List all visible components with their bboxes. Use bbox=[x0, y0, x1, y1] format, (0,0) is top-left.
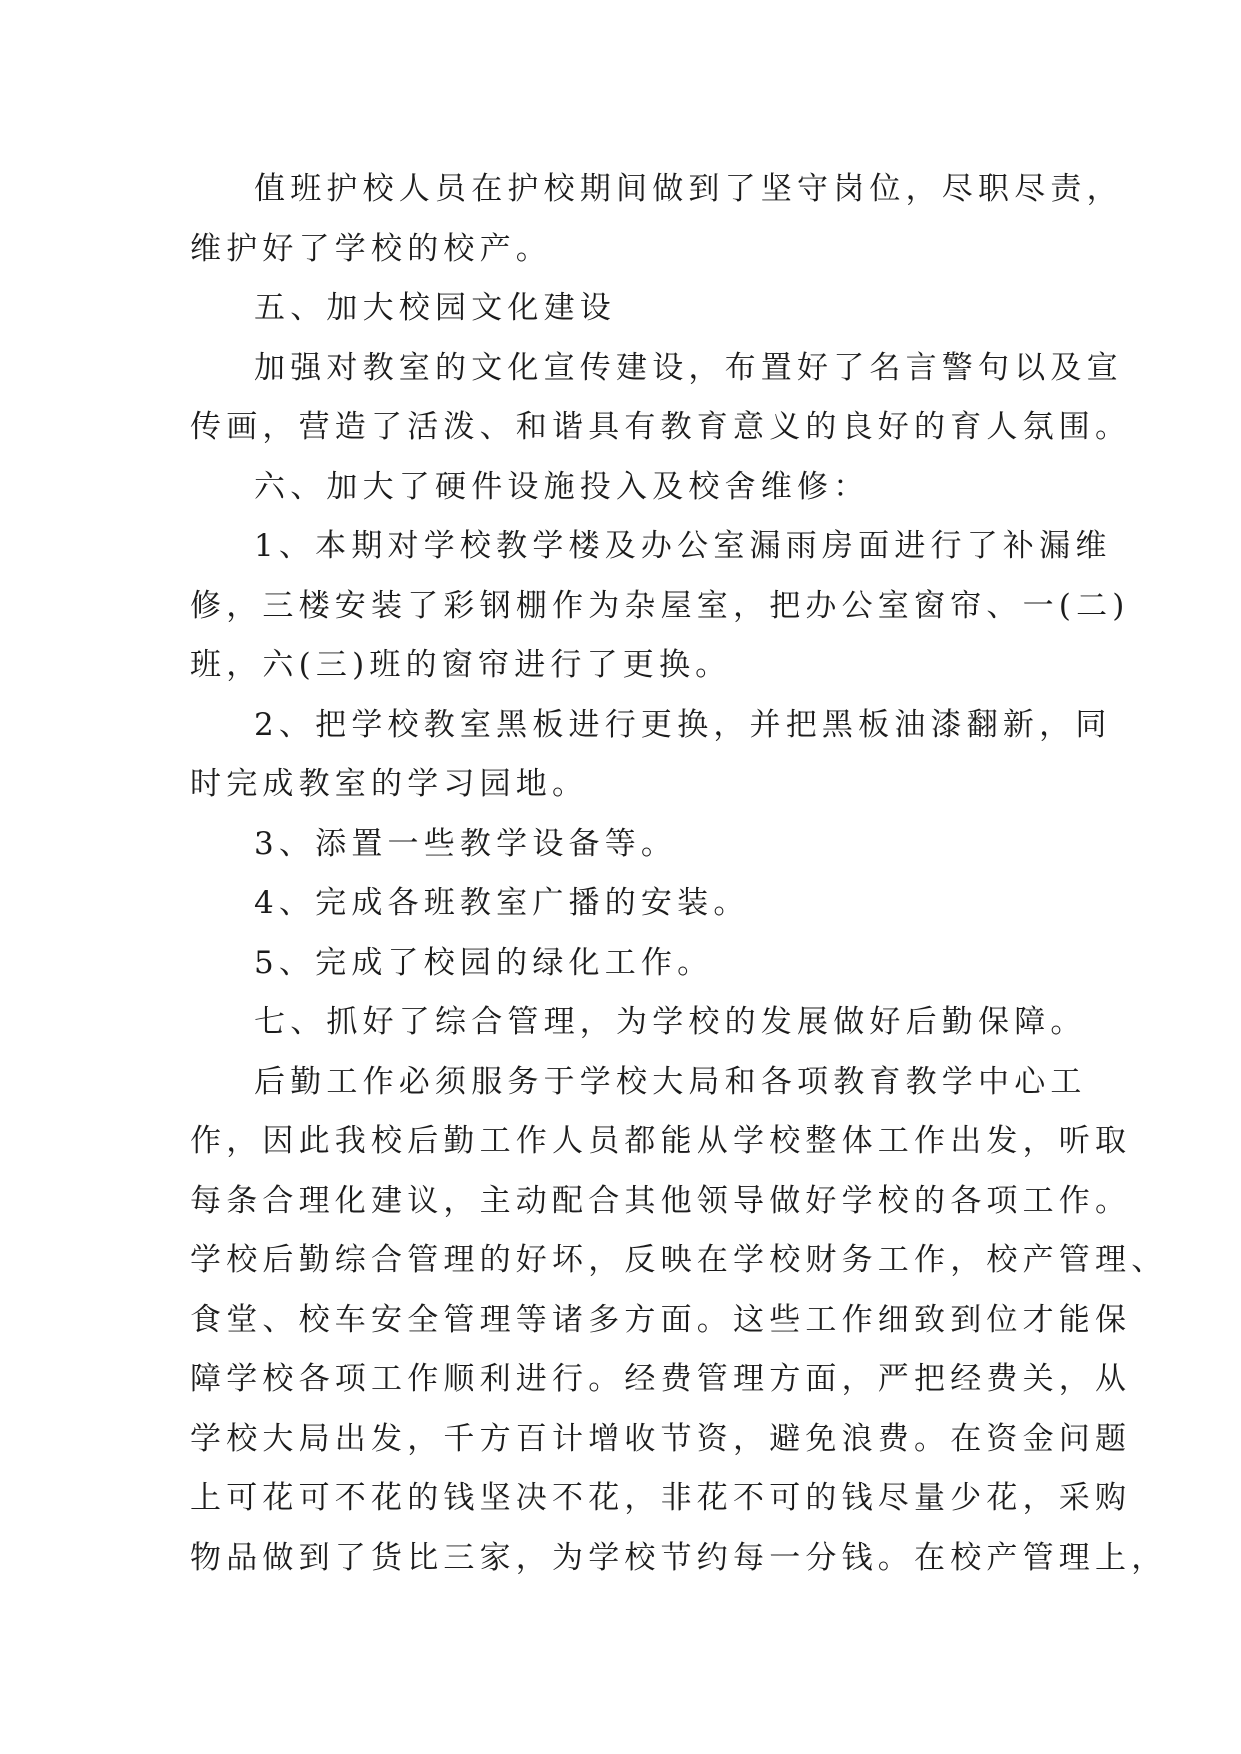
text-line: 上可花可不花的钱坚决不花，非花不可的钱尽量少花，采购 bbox=[190, 1480, 1132, 1516]
text-line: 作，因此我校后勤工作人员都能从学校整体工作出发，听取 bbox=[190, 1123, 1132, 1159]
text-line: 值班护校人员在护校期间做到了坚守岗位，尽职尽责， bbox=[254, 171, 1123, 207]
text-line: 传画，营造了活泼、和谐具有教育意义的良好的育人氛围。 bbox=[190, 409, 1132, 445]
text-line: 学校后勤综合管理的好坏，反映在学校财务工作，校产管理、 bbox=[190, 1242, 1168, 1278]
list-item: 3、添置一些教学设备等。 bbox=[254, 825, 678, 862]
text-line: 物品做到了货比三家，为学校节约每一分钱。在校产管理上， bbox=[190, 1539, 1168, 1576]
text-line: 学校大局出发，千方百计增收节资，避免浪费。在资金问题 bbox=[190, 1420, 1132, 1457]
section-heading: 七、抓好了综合管理，为学校的发展做好后勤保障。 bbox=[254, 1004, 1087, 1040]
text-line: 障学校各项工作顺利进行。经费管理方面，严把经费关，从 bbox=[190, 1361, 1132, 1397]
text-line: 后勤工作必须服务于学校大局和各项教育教学中心工 bbox=[254, 1063, 1087, 1100]
text-line: 加强对教室的文化宣传建设，布置好了名言警句以及宣 bbox=[254, 349, 1123, 386]
text-line: 修，三楼安装了彩钢棚作为杂屋室，把办公室窗帘、一(二) bbox=[190, 587, 1130, 624]
document-body bbox=[190, 160, 1168, 1588]
text-line: 维护好了学校的校产。 bbox=[190, 230, 552, 267]
list-item: 4、完成各班教室广播的安装。 bbox=[254, 885, 750, 921]
text-line: 时完成教室的学习园地。 bbox=[190, 766, 589, 802]
list-item: 1、本期对学校教学楼及办公室漏雨房面进行了补漏维 bbox=[254, 528, 1112, 564]
list-item: 5、完成了校园的绿化工作。 bbox=[254, 944, 714, 981]
section-heading: 六、加大了硬件设施投入及校舍维修： bbox=[254, 468, 870, 505]
section-heading: 五、加大校园文化建设 bbox=[254, 290, 616, 326]
text-line: 食堂、校车安全管理等诸多方面。这些工作细致到位才能保 bbox=[190, 1301, 1132, 1338]
list-item: 2、把学校教室黑板进行更换，并把黑板油漆翻新，同 bbox=[254, 706, 1112, 743]
text-line: 班，六(三)班的窗帘进行了更换。 bbox=[190, 647, 732, 683]
text-line: 每条合理化建议，主动配合其他领导做好学校的各项工作。 bbox=[190, 1182, 1132, 1219]
